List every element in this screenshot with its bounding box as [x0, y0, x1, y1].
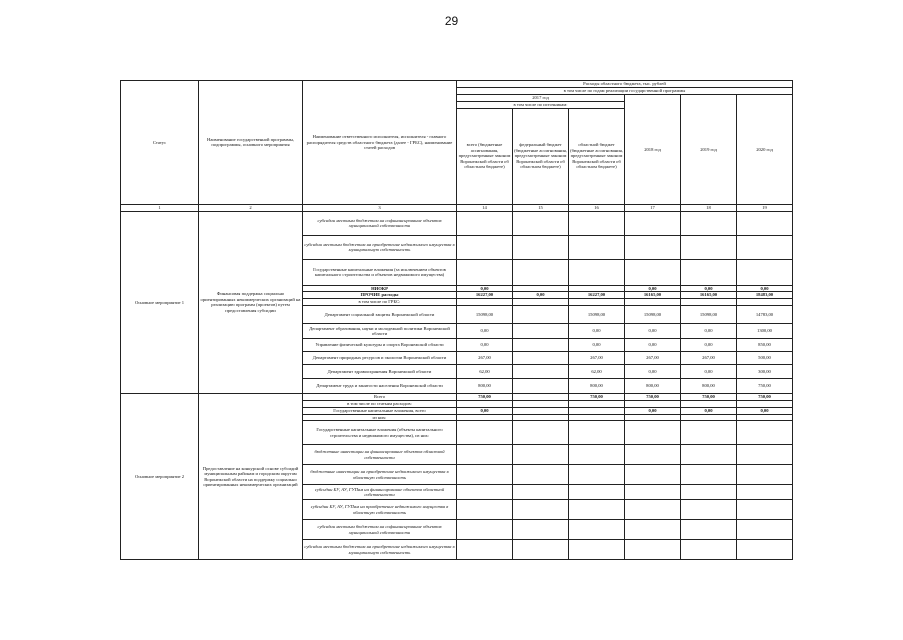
value-cell	[625, 465, 681, 485]
row-label: НИОКР	[303, 285, 457, 292]
header-expenses-title: Расходы областного бюджета, тыс. рублей	[457, 81, 793, 88]
value-cell: 0,00	[681, 339, 737, 352]
value-cell	[569, 465, 625, 485]
value-cell	[625, 445, 681, 465]
value-cell	[513, 520, 569, 540]
value-cell	[681, 414, 737, 421]
value-cell	[513, 285, 569, 292]
col-number: 15	[513, 204, 569, 211]
value-cell	[513, 421, 569, 445]
value-cell	[569, 445, 625, 465]
page-number: 29	[444, 14, 459, 28]
value-cell	[569, 285, 625, 292]
value-cell	[681, 259, 737, 285]
value-cell	[457, 445, 513, 465]
col-number: 19	[737, 204, 793, 211]
value-cell	[681, 520, 737, 540]
value-cell	[513, 401, 569, 408]
value-cell	[457, 259, 513, 285]
value-cell	[513, 299, 569, 306]
row-label: бюджетные инвестиции на финансирование объектов областной собственности	[303, 445, 457, 465]
value-cell	[457, 485, 513, 500]
value-cell	[513, 379, 569, 394]
value-cell	[513, 465, 569, 485]
value-cell	[737, 414, 793, 421]
value-cell: 0,00	[457, 407, 513, 414]
value-cell	[569, 414, 625, 421]
value-cell	[625, 500, 681, 520]
value-cell	[737, 259, 793, 285]
value-cell	[513, 259, 569, 285]
block2-status: Основное мероприятие 2	[121, 394, 199, 560]
value-cell	[513, 540, 569, 560]
value-cell: 1300,00	[737, 324, 793, 339]
value-cell	[457, 520, 513, 540]
header-year-2019: 2019 год	[681, 95, 737, 205]
value-cell	[569, 299, 625, 306]
row-label: ПРОЧИЕ расходы	[303, 292, 457, 299]
row-label: Всего	[303, 394, 457, 401]
value-cell: 0,00	[681, 285, 737, 292]
row-label: субсидии местным бюджетам на софинансирование объектов муниципальной собственности	[303, 211, 457, 235]
value-cell	[681, 445, 737, 465]
value-cell	[737, 465, 793, 485]
value-cell	[737, 211, 793, 235]
row-label: субсидии БУ, АУ, ГУПам на финансирование объектов областной собственности	[303, 485, 457, 500]
column-numbers-row	[121, 204, 793, 211]
value-cell	[457, 540, 513, 560]
value-cell	[569, 235, 625, 259]
value-cell: 750,00	[737, 379, 793, 394]
value-cell: 18483,00	[737, 292, 793, 299]
value-cell	[625, 520, 681, 540]
row-label: Департамент социальной защиты Воронежской области	[303, 306, 457, 324]
value-cell: 500,00	[737, 352, 793, 365]
value-cell	[569, 407, 625, 414]
value-cell: 850,00	[737, 339, 793, 352]
value-cell: 0,00	[681, 324, 737, 339]
row-label: в том числе по статьям расходов:	[303, 401, 457, 408]
value-cell: 0,00	[681, 407, 737, 414]
value-cell	[569, 500, 625, 520]
value-cell	[457, 401, 513, 408]
value-cell	[737, 235, 793, 259]
block1-name: Финансовая поддержка социально ориентированных некоммерческих организаций на реализацию программ (проектов) путем предоставления субсидии	[199, 211, 303, 394]
value-cell	[681, 211, 737, 235]
value-cell	[625, 299, 681, 306]
value-cell	[513, 407, 569, 414]
value-cell: 267,00	[625, 352, 681, 365]
col-number: 3	[303, 204, 457, 211]
value-cell	[513, 500, 569, 520]
block1-row	[121, 211, 793, 235]
value-cell	[681, 485, 737, 500]
value-cell: 750,00	[457, 394, 513, 401]
value-cell	[737, 520, 793, 540]
value-cell: 62,00	[569, 365, 625, 379]
value-cell	[681, 500, 737, 520]
row-label: Государственные капитальные вложения (объекты капитального строительства и недвижимого имущества), из них:	[303, 421, 457, 445]
value-cell: 16165,00	[681, 292, 737, 299]
value-cell	[625, 540, 681, 560]
value-cell	[737, 445, 793, 465]
value-cell	[625, 401, 681, 408]
row-label: субсидии местным бюджетам на софинансирование объектов муниципальной собственности	[303, 520, 457, 540]
value-cell: 300,00	[737, 365, 793, 379]
value-cell	[569, 421, 625, 445]
value-cell	[737, 421, 793, 445]
value-cell	[457, 235, 513, 259]
row-label: в том числе по ГРБС:	[303, 299, 457, 306]
value-cell	[737, 540, 793, 560]
value-cell	[513, 414, 569, 421]
value-cell: 16165,00	[625, 292, 681, 299]
value-cell	[513, 324, 569, 339]
value-cell	[513, 235, 569, 259]
block2-name: Предоставление на конкурсной основе субсидий муниципальным районам и городским округам Воронежской области на поддержку социально ориентированных некоммерческих организаций	[199, 394, 303, 560]
value-cell	[737, 401, 793, 408]
row-label: Департамент образования, науки и молодежной политики Воронежской области	[303, 324, 457, 339]
row-label: субсидии местным бюджетам на приобретение недвижимого имущества в муниципальную собственность	[303, 540, 457, 560]
value-cell: 14783,00	[737, 306, 793, 324]
budget-table	[120, 80, 793, 560]
value-cell: 0,00	[625, 339, 681, 352]
value-cell: 0,00	[681, 365, 737, 379]
value-cell	[457, 299, 513, 306]
value-cell: 0,00	[625, 407, 681, 414]
value-cell	[513, 306, 569, 324]
header-year-2018: 2018 год	[625, 95, 681, 205]
value-cell	[625, 235, 681, 259]
value-cell: 15098,00	[457, 306, 513, 324]
value-cell: 0,00	[513, 292, 569, 299]
col-number: 1	[121, 204, 199, 211]
header-year-2017: 2017 год	[457, 95, 625, 102]
row-label: Государственные капитальные вложения, всего	[303, 407, 457, 414]
value-cell	[737, 485, 793, 500]
value-cell: 0,00	[737, 407, 793, 414]
value-cell	[625, 259, 681, 285]
value-cell	[569, 401, 625, 408]
value-cell: 750,00	[569, 394, 625, 401]
value-cell	[625, 485, 681, 500]
row-label: субсидии БУ, АУ, ГУПам на приобретение недвижимого имущества в областную собственность	[303, 500, 457, 520]
value-cell	[457, 500, 513, 520]
value-cell: 800,00	[569, 379, 625, 394]
row-label: Управление физической культуры и спорта Воронежской области	[303, 339, 457, 352]
header-by-sources: в том числе по источникам:	[457, 102, 625, 109]
value-cell	[457, 211, 513, 235]
value-cell	[681, 540, 737, 560]
value-cell: 750,00	[681, 394, 737, 401]
value-cell: 0,00	[457, 339, 513, 352]
block2-row	[121, 394, 793, 401]
value-cell: 0,00	[457, 285, 513, 292]
col-number: 14	[457, 204, 513, 211]
row-label: Государственные капитальные вложения (за исключением объектов капитального строительства и объектов недвижимого имущества)	[303, 259, 457, 285]
value-cell: 16227,00	[569, 292, 625, 299]
value-cell: 800,00	[457, 379, 513, 394]
value-cell	[681, 299, 737, 306]
block1-status: Основное мероприятие 1	[121, 211, 199, 394]
value-cell: 0,00	[625, 365, 681, 379]
header-program-name: Наименование государственной программы, подпрограммы, основного мероприятия	[199, 81, 303, 205]
value-cell	[513, 365, 569, 379]
value-cell: 0,00	[625, 285, 681, 292]
col-number: 2	[199, 204, 303, 211]
row-label: Департамент здравоохранения Воронежской области	[303, 365, 457, 379]
row-label: Департамент природных ресурсов и экологии Воронежской области	[303, 352, 457, 365]
col-number: 17	[625, 204, 681, 211]
value-cell: 750,00	[625, 394, 681, 401]
value-cell	[681, 401, 737, 408]
row-label: Департамент труда и занятости населения Воронежской области	[303, 379, 457, 394]
value-cell	[625, 211, 681, 235]
value-cell: 15098,00	[625, 306, 681, 324]
header-status: Статус	[121, 81, 199, 205]
value-cell	[681, 235, 737, 259]
header-year-2020: 2020 год	[737, 95, 793, 205]
value-cell: 0,00	[569, 324, 625, 339]
row-label: из них:	[303, 414, 457, 421]
value-cell: 0,00	[625, 324, 681, 339]
value-cell: 750,00	[737, 394, 793, 401]
value-cell: 62,00	[457, 365, 513, 379]
value-cell	[625, 421, 681, 445]
col-number: 16	[569, 204, 625, 211]
value-cell	[513, 352, 569, 365]
col-number: 18	[681, 204, 737, 211]
value-cell	[569, 485, 625, 500]
value-cell	[681, 465, 737, 485]
value-cell	[569, 540, 625, 560]
value-cell: 0,00	[457, 324, 513, 339]
header-regional-col: областной бюджет (бюджетные ассигнования, предусмотренные законом Воронежской области об областном бюджете)	[569, 108, 625, 204]
value-cell	[681, 421, 737, 445]
value-cell: 16227,00	[457, 292, 513, 299]
header-total-col: всего (бюджетные ассигнования, предусмотренные законом Воронежской области об областном бюджете)	[457, 108, 513, 204]
value-cell	[513, 211, 569, 235]
value-cell: 800,00	[681, 379, 737, 394]
value-cell	[569, 520, 625, 540]
value-cell	[457, 465, 513, 485]
value-cell	[569, 259, 625, 285]
value-cell	[513, 485, 569, 500]
value-cell: 0,00	[569, 339, 625, 352]
row-label: субсидии местным бюджетам на приобретение недвижимого имущества в муниципальную собственность	[303, 235, 457, 259]
value-cell: 800,00	[625, 379, 681, 394]
value-cell	[513, 394, 569, 401]
header-federal-col: федеральный бюджет (бюджетные ассигнования, предусмотренные законом Воронежской области об областном бюджете)	[513, 108, 569, 204]
value-cell	[513, 445, 569, 465]
value-cell	[457, 414, 513, 421]
header-executor: Наименование ответственного исполнителя, исполнителя - главного распорядителя средств областного бюджета (далее - ГРБС), наименование статей расходов	[303, 81, 457, 205]
value-cell: 15098,00	[681, 306, 737, 324]
value-cell: 267,00	[681, 352, 737, 365]
header-by-years: в том числе по годам реализации государственной программы	[457, 88, 793, 95]
value-cell	[569, 211, 625, 235]
value-cell	[737, 500, 793, 520]
row-label: бюджетные инвестиции на приобретение недвижимого имущества в областную собственность	[303, 465, 457, 485]
value-cell: 267,00	[457, 352, 513, 365]
value-cell	[457, 421, 513, 445]
value-cell	[625, 414, 681, 421]
value-cell	[513, 339, 569, 352]
value-cell: 267,00	[569, 352, 625, 365]
value-cell	[737, 299, 793, 306]
value-cell: 15098,00	[569, 306, 625, 324]
value-cell: 0,00	[737, 285, 793, 292]
